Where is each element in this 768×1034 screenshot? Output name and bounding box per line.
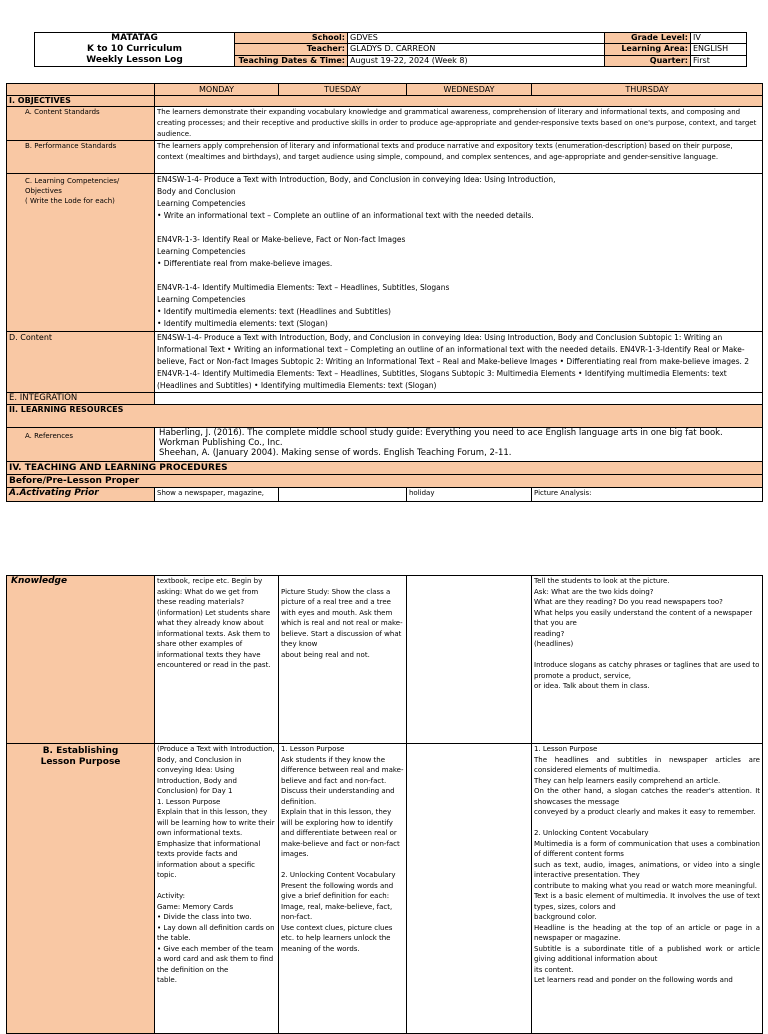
quarter-value: First xyxy=(691,55,747,66)
competencies-text: EN4SW-1-4- Produce a Text with Introduction, Body, and Conclusion in conveying Idea: Using Introduction, Body and Conclusion Learning Competencies • Write an informational text – Complete an outline of an informational text with the needed details. EN4VR-1-3- Identify Real or Make-believe, Fact or Non-fact Images Learning Competencies • Differentiate real from make-believe images. EN4VR-1-4- Identify Multimedia Elements: Text – Headlines, Subtitles, Slogans Learning Competencies • Identify multimedia elements: text (Headlines and Subtitles) • Identify multimedia elements: text (Slogan) xyxy=(155,174,763,332)
day-thursday: THURSDAY xyxy=(532,84,763,96)
teacher-value: GLADYS D. CARREON xyxy=(348,44,605,55)
establishing-thursday: 1. Lesson Purpose The headlines and subtitles in newspaper articles are considered elements of multimedia. They can help learners easily comprehend an article. On the other hand, a slogan catches the reader's attention. It showcases the message conveyed by a product clearly and makes it easy to remember. 2. Unlocking Content Vocabulary Multimedia is a form of communication that uses a combination of different content forms such as text, audio, images, animations, or video into a single interactive presentation. They contribute to making what you read or watch more meaningful. Text is a basic element of multimedia. It involves the use of text types, sizes, colors and background color. Headline is the heading at the top of an article or page in a newspaper or magazine. Subtitle is a subordinate title of a published work or article giving additional information about its content. Let learners read and ponder on the following words and xyxy=(532,744,763,1034)
resources-heading: II. LEARNING RESOURCES xyxy=(7,405,763,428)
dates-label: Teaching Dates & Time: xyxy=(235,55,348,66)
knowledge-label: Knowledge xyxy=(7,576,155,744)
lesson-log-table-continued xyxy=(6,575,763,1034)
competencies-label: C. Learning Competencies/ Objectives ( Write the Lode for each) xyxy=(7,174,155,332)
establishing-wednesday xyxy=(407,744,532,1034)
integration-label: E. INTEGRATION xyxy=(7,393,155,405)
school-value: GDVES xyxy=(348,33,605,44)
content-standards-label: A. Content Standards xyxy=(7,107,155,141)
establishing-monday: (Produce a Text with Introduction, Body, and Conclusion in conveying Idea: Using Introduction, Body and Conclusion) for Day 1 1. Lesson Purpose Explain that in this lesson, they will be learning how to write their own informational texts. Emphasize that informational texts provide facts and information about a specific topic. Activity: Game: Memory Cards • Divide the class into two. • Lay down all definition cards on the table. • Give each member of the team a word card and ask them to find the definition on the table. xyxy=(155,744,279,1034)
header-table xyxy=(34,32,747,67)
quarter-label: Quarter: xyxy=(605,55,691,66)
activating-label: A.Activating Prior xyxy=(7,488,155,502)
grade-value: IV xyxy=(691,33,747,44)
references-text: Haberling, J. (2016). The complete middle school study guide: Everything you need to ace English language arts in one big fat book. Workman Publishing Co., Inc. Sheehan, A. (January 2004). Making sense of words. English Teaching Forum, 2-11. xyxy=(155,428,763,462)
day-wednesday: WEDNESDAY xyxy=(407,84,532,96)
dates-value: August 19-22, 2024 (Week 8) xyxy=(348,55,605,66)
integration-value xyxy=(155,393,763,405)
references-label: A. References xyxy=(7,428,155,462)
activating-monday: Show a newspaper, magazine, xyxy=(155,488,279,502)
establishing-tuesday: 1. Lesson Purpose Ask students if they know the difference between real and make-believe and fact and non-fact. Discuss their understanding and definition. Explain that in this lesson, they will be exploring how to identify and differentiate between real or make-believe and fact or non-fact images. 2. Unlocking Content Vocabulary Present the following words and give a brief definition for each: Image, real, make-believe, fact, non-fact. Use context clues, picture clues etc. to help learners unlock the meaning of the words. xyxy=(279,744,407,1034)
procedures-heading: IV. TEACHING AND LEARNING PROCEDURES xyxy=(7,462,763,475)
title-line-3: Weekly Lesson Log xyxy=(86,55,183,65)
corner-cell xyxy=(7,84,155,96)
content-label: D. Content xyxy=(7,332,155,393)
knowledge-wednesday xyxy=(407,576,532,744)
establishing-label: B. Establishing Lesson Purpose xyxy=(7,744,155,1034)
day-monday: MONDAY xyxy=(155,84,279,96)
activating-tuesday xyxy=(279,488,407,502)
title-line-2: K to 10 Curriculum xyxy=(87,44,182,54)
title-line-1: MATATAG xyxy=(111,33,158,43)
day-tuesday: TUESDAY xyxy=(279,84,407,96)
knowledge-tuesday: Picture Study: Show the class a picture of a real tree and a tree with eyes and mouth. Ask them which is real and not real or make-believe. Start a discussion of what they know about being real and not. xyxy=(279,576,407,744)
knowledge-monday: textbook, recipe etc. Begin by asking: What do we get from these reading materials? (information) Let students share what they already know about informational texts. Ask them to share other examples of informational texts they have encountered or read in the past. xyxy=(155,576,279,744)
performance-standards-label: B. Performance Standards xyxy=(7,141,155,174)
lesson-log-table xyxy=(6,83,763,502)
school-label: School: xyxy=(235,33,348,44)
before-lesson-heading: Before/Pre-Lesson Proper xyxy=(7,475,763,488)
grade-label: Grade Level: xyxy=(605,33,691,44)
area-label: Learning Area: xyxy=(605,44,691,55)
content-text: EN4SW-1-4- Produce a Text with Introduction, Body, and Conclusion in conveying Idea: Using Introduction, Body and Conclusion Subtopic 1: Writing an Informational Text • Writing an informational text – Completing an outline of an informational text with the needed details. EN4VR-1-3-Identify Real or Make-believe, Fact or Non-fact Images Subtopic 2: Writing an Informational Text – Real and Make-believe Images • Differentiating real from make-believe images. 2 EN4VR-1-4- Identify Multimedia Elements: Text – Headlines, Subtitles, Slogans Subtopic 3: Multimedia Elements • Identifying multimedia Elements: text (Headlines and Subtitles) • Identifying multimedia Elements: text (Slogan) xyxy=(155,332,763,393)
area-value: ENGLISH xyxy=(691,44,747,55)
teacher-label: Teacher: xyxy=(235,44,348,55)
objectives-heading-fill xyxy=(155,96,763,107)
activating-thursday: Picture Analysis: xyxy=(532,488,763,502)
activating-wednesday: holiday xyxy=(407,488,532,502)
knowledge-thursday: Tell the students to look at the picture. Ask: What are the two kids doing? What are they reading? Do you read newspapers too? What helps you easily understand the content of a newspaper that you are reading? (headlines) Introduce slogans as catchy phrases or taglines that are used to promote a product, service, or idea. Talk about them in class. xyxy=(532,576,763,744)
objectives-heading: I. OBJECTIVES xyxy=(7,96,155,107)
content-standards-text: The learners demonstrate their expanding vocabulary knowledge and grammatical awareness, comprehension of literary and informational texts, and composing and creating processes; and their receptive and productive skills in order to produce age-appropriate and gender-responsive texts based on one's purpose, context, and target audience. xyxy=(155,107,763,141)
performance-standards-text: The learners apply comprehension of literary and informational texts and produce narrative and expository texts (enumeration-description) based on their purpose, context (mealtimes and birthdays), and target audience using simple, compound, and complex sentences, and age-appropriate and gender-sensitive language. xyxy=(155,141,763,174)
log-title xyxy=(35,33,235,67)
